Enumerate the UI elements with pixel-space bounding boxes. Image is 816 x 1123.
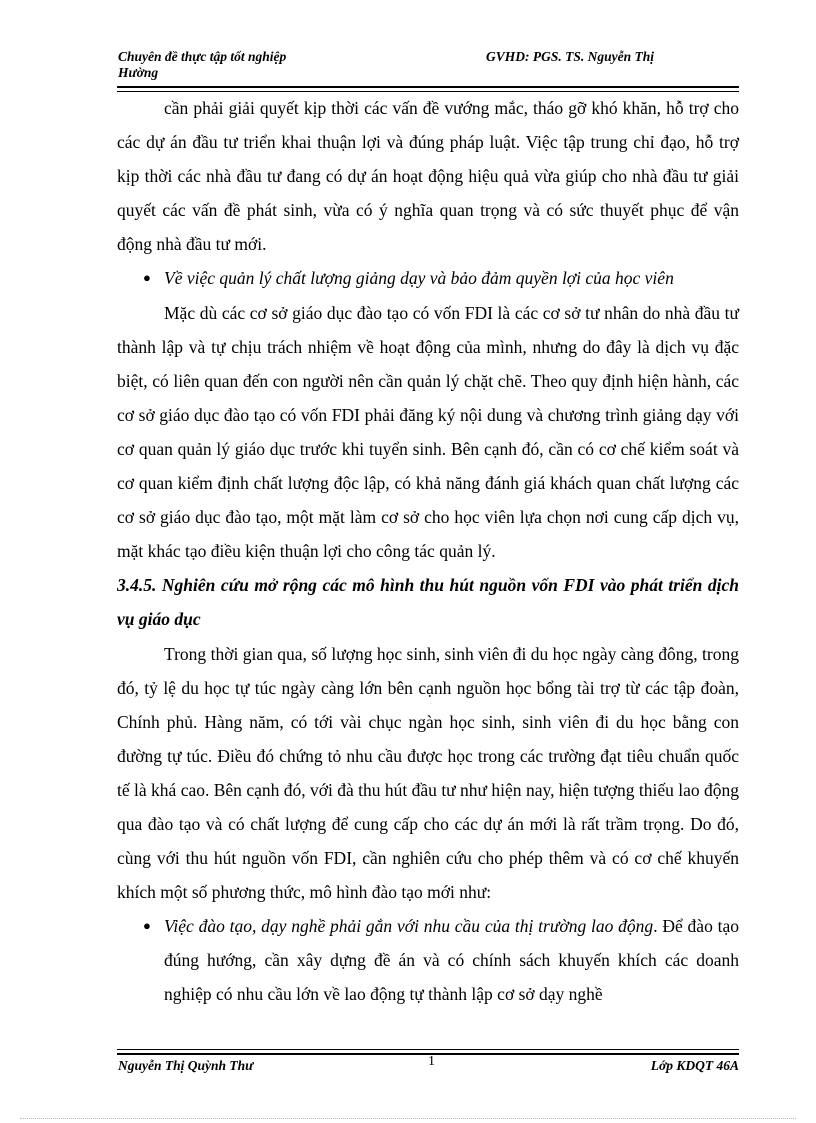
header-title-continued: Hường [118,65,159,80]
footer-author: Nguyễn Thị Quỳnh Thư [118,1058,254,1073]
header-title: Chuyên đề thực tập tốt nghiệp [118,49,287,64]
bullet-icon: ● [143,270,151,286]
bullet-text: Về việc quản lý chất lượng giảng dạy và bảo đảm quyền lợi của học viên [164,268,674,289]
paragraph: Trong thời gian qua, số lượng học sinh, sinh viên đi du học ngày càng đông, trong đó, tỷ lệ du học tự túc ngày càng lớn bên cạnh nguồn học bổng tài trợ từ các tập đoàn, Chính phủ. Hàng năm, có tới vài chục ngàn học sinh, sinh viên đi du học bằng con đường tự túc. Điều đó chứng tỏ nhu cầu được học trong các trường đạt tiêu chuẩn quốc tế là khá cao. Bên cạnh đó, với đà thu hút đầu tư như hiện nay, hiện tượng thiếu lao động qua đào tạo và có chất lượng để cung cấp cho các dự án mới là rất trầm trọng. Do đó, cùng với thu hút nguồn vốn FDI, cần nghiên cứu cho phép thêm và có cơ chế khuyến khích một số phương thức, mô hình đào tạo mới như: [117,643,739,903]
bullet-icon: ● [143,918,151,934]
paragraph: cần phải giải quyết kịp thời các vấn đề vướng mắc, tháo gỡ khó khăn, hỗ trợ cho các dự án đầu tư triển khai thuận lợi và đúng pháp luật. Việc tập trung chỉ đạo, hỗ trợ kịp thời các nhà đầu tư đang có dự án hoạt động hiệu quả vừa giúp cho nhà đầu tư giải quyết các vấn đề phát sinh, vừa có ý nghĩa quan trọng và có sức thuyết phục để vận động nhà đầu tư mới. [117,98,739,255]
paragraph: Mặc dù các cơ sở giáo dục đào tạo có vốn FDI là các cơ sở tư nhân do nhà đầu tư thành lập và tự chịu trách nhiệm về hoạt động của mình, nhưng do đây là dịch vụ đặc biệt, có liên quan đến con người nên cần quản lý chặt chẽ. Theo quy định hiện hành, các cơ sở giáo dục đào tạo có vốn FDI phải đăng ký nội dung và chương trình giảng dạy với cơ quan quản lý giáo dục trước khi tuyển sinh. Bên cạnh đó, cần có cơ chế kiểm soát và cơ quan kiểm định chất lượng độc lập, có khả năng đánh giá khách quan chất lượng các cơ sở giáo dục đào tạo, một mặt làm cơ sở cho học viên lựa chọn nơi cung cấp dịch vụ, mặt khác tạo điều kiện thuận lợi cho công tác quản lý. [117,302,739,562]
bullet-text: . Để đào tạo đúng hướng, cần xây dựng đề án và có chính sách khuyến khích các doanh nghiệp có nhu cầu lớn về lao động tự thành lập cơ sở dạy nghề [164,916,739,1005]
page-number: 1 [428,1054,435,1069]
page-break-line [20,1118,796,1119]
section-heading: 3.4.5. Nghiên cứu mở rộng các mô hình thu hút nguồn vốn FDI vào phát triển dịch vụ giáo dục [117,575,739,630]
footer-class: Lớp KDQT 46A [650,1058,739,1073]
document-body [117,91,739,1012]
bullet-item [117,909,739,1011]
header-left [118,49,358,81]
bullet-item [117,261,739,295]
bullet-text-emphasis: Việc đào tạo, dạy nghề phải gắn với nhu cầu của thị trường lao động [164,916,654,937]
header-advisor: GVHD: PGS. TS. Nguyễn Thị [486,49,655,64]
